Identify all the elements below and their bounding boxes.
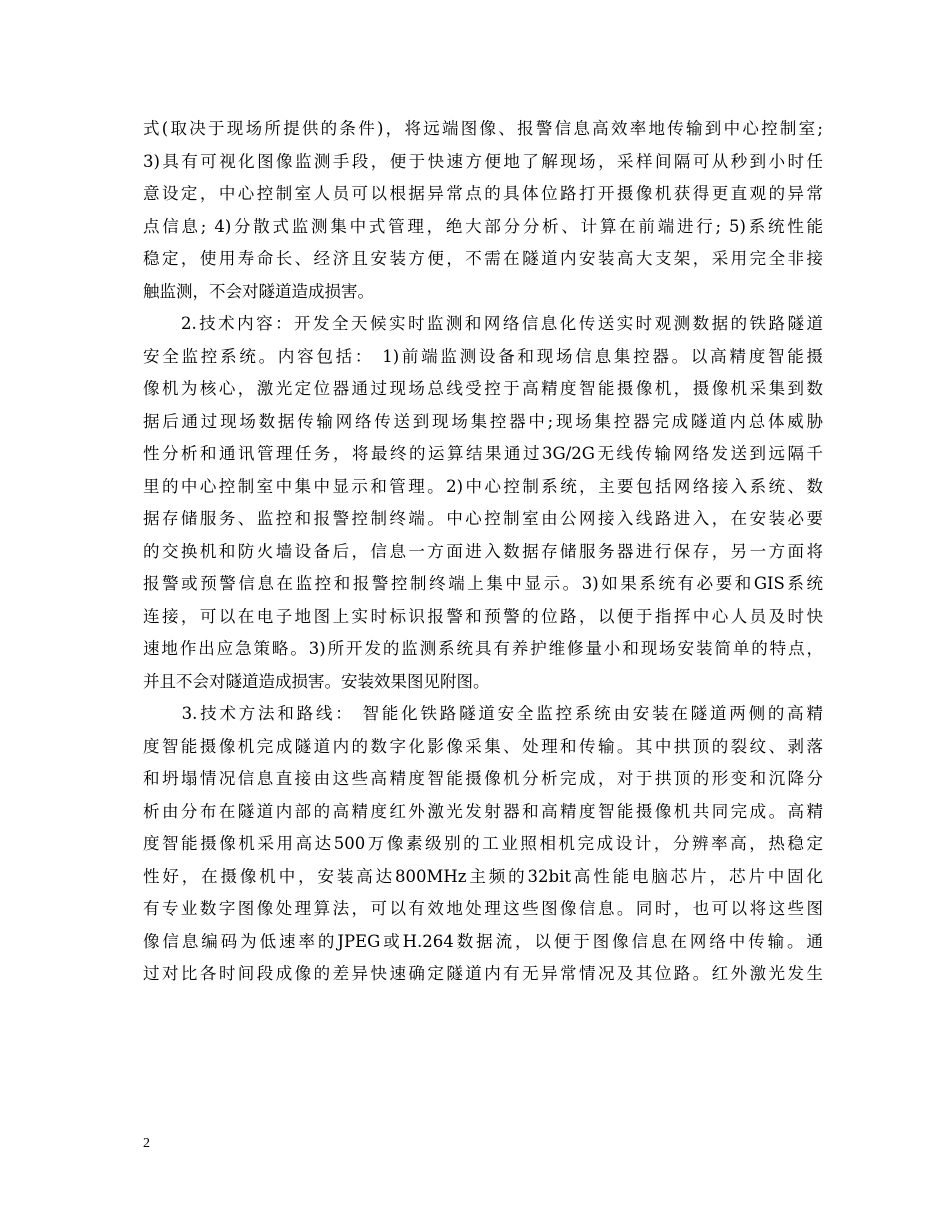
text-line: 连接，可以在电子地图上实时标识报警和预警的位路，以便于指挥中心人员及时快 xyxy=(143,606,823,626)
text-line: 过对比各时间段成像的差异快速确定隧道内有无异常情况及其位路。红外激光发生 xyxy=(143,964,823,983)
text-line: 度智能摄像机完成隧道内的数字化影像采集、处理和传输。其中拱顶的裂纹、剥落 xyxy=(143,736,823,756)
text-line: 里的中心控制室中集中显示和管理。2)中心控制系统，主要包括网络接入系统、数 xyxy=(143,476,823,496)
text-line: 像机为核心，激光定位器通过现场总线受控于高精度智能摄像机，摄像机采集到数 xyxy=(143,379,823,398)
text-line: 据存储服务、监控和报警控制终端。中心控制室由公网接入线路进入，在安装必要 xyxy=(143,509,823,528)
text-line: 并且不会对隧道造成损害。安装效果图见附图。 xyxy=(143,671,490,691)
text-line: 性分析和通讯管理任务，将最终的运算结果通过3G/2G无线传输网络发送到远隔千 xyxy=(143,444,823,463)
text-line: 有专业数字图像处理算法，可以有效地处理这些图像信息。同时，也可以将这些图 xyxy=(143,899,823,918)
text-line: 点信息; 4)分散式监测集中式管理，绝大部分分析、计算在前端进行; 5)系统性能 xyxy=(143,216,823,236)
text-line: 速地作出应急策略。3)所开发的监测系统具有养护维修量小和现场安装简单的特点， xyxy=(143,639,823,658)
text-line: 安全监控系统。内容包括： 1)前端监测设备和现场信息集控器。以高精度智能摄 xyxy=(143,346,823,366)
text-line: 性好，在摄像机中，安装高达800MHz主频的32bit高性能电脑芯片，芯片中固化 xyxy=(143,866,823,886)
text-line: 报警或预警信息在监控和报警控制终端上集中显示。3)如果系统有必要和GIS系统 xyxy=(143,574,823,593)
text-line: 意设定，中心控制室人员可以根据异常点的具体位路打开摄像机获得更直观的异常 xyxy=(143,184,823,203)
text-line: 析由分布在隧道内部的高精度红外激光发射器和高精度智能摄像机共同完成。高精 xyxy=(143,801,823,821)
text-line: 触监测，不会对隧道造成损害。 xyxy=(143,281,374,301)
text-line: 据后通过现场数据传输网络传送到现场集控器中;现场集控器完成隧道内总体威胁 xyxy=(143,411,823,431)
body-text xyxy=(143,113,823,991)
text-line: 3)具有可视化图像监测手段，便于快速方便地了解现场，采样间隔可从秒到小时任 xyxy=(143,151,823,171)
text-line: 式(取决于现场所提供的条件)，将远端图像、报警信息高效率地传输到中心控制室; xyxy=(143,119,823,138)
text-line: 和坍塌情况信息直接由这些高精度智能摄像机分析完成，对于拱顶的形变和沉降分 xyxy=(143,769,823,788)
text-line: 度智能摄像机采用高达500万像素级别的工业照相机完成设计，分辨率高，热稳定 xyxy=(143,834,823,853)
page-number: 2 xyxy=(143,1136,150,1151)
text-line: 稳定，使用寿命长、经济且安装方便，不需在隧道内安装高大支架，采用完全非接 xyxy=(143,249,823,268)
text-line: 3.技术方法和路线： 智能化铁路隧道安全监控系统由安装在隧道两侧的高精 xyxy=(143,704,823,723)
text-line: 2.技术内容：开发全天候实时监测和网络信息化传送实时观测数据的铁路隧道 xyxy=(143,314,823,333)
text-line: 的交换机和防火墙设备后，信息一方面进入数据存储服务器进行保存，另一方面将 xyxy=(143,541,823,561)
text-line: 像信息编码为低速率的JPEG或H.264数据流，以便于图像信息在网络中传输。通 xyxy=(143,931,823,951)
